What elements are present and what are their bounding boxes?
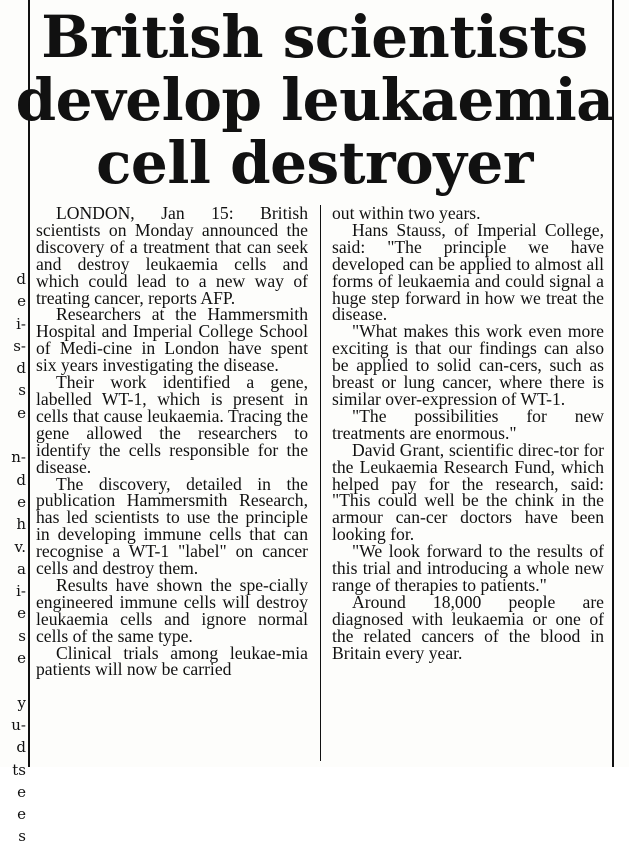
fragment-line: u- — [11, 715, 26, 734]
article-body — [36, 205, 606, 761]
article-column-1 — [36, 205, 308, 678]
fragment-line: s — [18, 381, 26, 400]
fragment-line — [0, 669, 26, 691]
paragraph: Hans Stauss, of Imperial College, said: "The principle we have developed can be applied to almost all forms of leukaemia and could signal a huge step forward in how we treat the disease. — [332, 219, 604, 325]
paragraph: "We look forward to the results of this trial and introducing a whole new range of therapies to patients." — [332, 541, 604, 595]
paragraph: Around 18,000 people are diagnosed with leukaemia or one of the related cancers of the blood in Britain every year. — [332, 591, 604, 663]
fragment-line: e — [17, 403, 26, 422]
paragraph: Their work identified a gene, labelled WT-1, which is present in cells that cause leukaemia. Tracing the gene allowed the researchers to identify the cells responsible for the disease. — [36, 372, 308, 477]
paragraph: Results have shown the spe-cially engineered immune cells will destroy leukaemia cells and ignore normal cells of the same type. — [36, 574, 308, 646]
fragment-line: s — [18, 626, 26, 645]
fragment-line: e — [17, 492, 26, 511]
fragment-line: s — [18, 827, 26, 846]
fragment-line: n- — [11, 448, 26, 467]
fragment-line: h — [16, 515, 26, 534]
fragment-line: d — [16, 270, 26, 288]
headline-line-2: develop leukaemia — [15, 66, 614, 134]
fragment-line: a — [17, 559, 26, 578]
paragraph-continued: out within two years. — [332, 203, 481, 223]
fragment-line — [0, 424, 26, 446]
fragment-line: e — [17, 604, 26, 623]
fragment-line: e — [17, 292, 26, 311]
fragment-line: e — [17, 805, 26, 824]
fragment-line: y — [17, 693, 26, 712]
fragment-line: v. — [14, 537, 26, 556]
fragment-line: d — [16, 470, 26, 489]
paragraph: "What makes this work even more exciting is that our findings can also be applied to solid can-cers, such as breast or lung cancer, where there is similar over-expression of WT-1. — [332, 321, 604, 409]
paragraph: David Grant, scientific direc-tor for the Leukaemia Research Fund, which helped pay for the research, said: "This could well be the chink in the armour can-cer doctors have been looking for. — [332, 439, 604, 545]
fragment-line: d — [16, 359, 26, 378]
fragment-line: i- — [16, 314, 26, 333]
fragment-line: e — [17, 649, 26, 668]
paragraph-dateline: LONDON, Jan 15: British scientists on Monday announced the discovery of a treatment that can seek and destroy leukaemia cells and which could lead to a new way of treating cancer, reports AFP. — [36, 203, 308, 308]
adjacent-article-fragment-left — [0, 268, 26, 848]
article-column-2 — [332, 205, 604, 661]
paragraph: Researchers at the Hammersmith Hospital and Imperial College School of Medi-cine in London have spent six years investigating the disease. — [36, 304, 308, 376]
fragment-line: s- — [13, 336, 26, 355]
headline-line-3: cell destroyer — [96, 129, 533, 197]
paragraph: Clinical trials among leukae-mia patients will now be carried — [36, 642, 308, 680]
fragment-line: d — [16, 738, 26, 757]
fragment-line: e — [17, 782, 26, 801]
fragment-line: ts — [12, 760, 26, 779]
fragment-line: i- — [16, 582, 26, 601]
paragraph: The discovery, detailed in the publication Hammersmith Research, has led scientists to use the principle in developing immune cells that can recognise a WT-1 "label" on cancer cells and destroy them. — [36, 473, 308, 579]
headline — [0, 3, 629, 197]
paragraph: "The possibilities for new treatments are enormous." — [332, 405, 604, 443]
headline-line-1: British scientists — [41, 3, 588, 71]
